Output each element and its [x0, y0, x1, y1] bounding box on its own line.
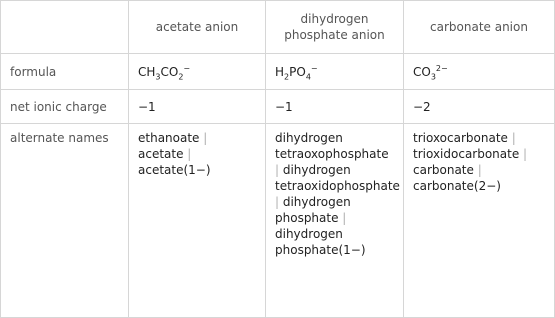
column-header-dihydrogen-phosphate: dihydrogen phosphate anion [266, 1, 404, 54]
formula-part: PO [289, 64, 306, 79]
alternate-name: dihydrogen tetraoxidophosphate [275, 163, 400, 193]
formula-row [1, 54, 555, 90]
names-carbonate [404, 124, 555, 318]
alternate-name: acetate(1−) [138, 163, 211, 177]
formula-part: − [183, 63, 191, 73]
formula-acetate [129, 54, 266, 90]
name-separator: | [338, 211, 347, 225]
formula-part: H [275, 64, 285, 79]
alternate-name: carbonate [413, 163, 474, 177]
names-dihydrogen-phosphate [266, 124, 404, 318]
name-separator: | [507, 131, 516, 145]
name-separator: | [519, 147, 528, 161]
name-separator: | [183, 147, 192, 161]
names-acetate [129, 124, 266, 318]
formula-carbonate [404, 54, 555, 90]
formula-part: 2 [178, 71, 184, 81]
formula-part: 3 [155, 71, 161, 81]
formula-part: 4 [305, 71, 311, 81]
alternate-name: acetate [138, 147, 184, 161]
alternate-name: carbonate(2−) [413, 179, 501, 193]
name-separator: | [199, 131, 208, 145]
charge-acetate: −1 [129, 90, 266, 124]
row-label-charge: net ionic charge [1, 90, 129, 124]
formula-part: 2 [284, 71, 290, 81]
formula-part: 3 [430, 71, 436, 81]
formula-part: − [310, 63, 318, 73]
alternate-name: dihydrogen phosphate [275, 195, 351, 225]
corner-cell [1, 1, 129, 54]
formula-part: CO [160, 64, 179, 79]
formula-part: CH [138, 64, 156, 79]
alternate-name: ethanoate [138, 131, 200, 145]
header-row [1, 1, 555, 54]
formula-part: CO [413, 64, 431, 79]
name-separator: | [275, 163, 283, 177]
column-header-acetate: acetate anion [129, 1, 266, 54]
alternate-name: trioxidocarbonate [413, 147, 520, 161]
charge-dihydrogen-phosphate: −1 [266, 90, 404, 124]
alternate-name: dihydrogen phosphate(1−) [275, 227, 366, 257]
formula-part: 2− [435, 63, 448, 73]
charge-carbonate: −2 [404, 90, 555, 124]
column-header-carbonate: carbonate anion [404, 1, 555, 54]
names-row [1, 124, 555, 318]
alternate-name: dihydrogen tetraoxophosphate [275, 131, 389, 161]
formula-dihydrogen-phosphate [266, 54, 404, 90]
charge-row [1, 90, 555, 124]
name-separator: | [473, 163, 482, 177]
alternate-name: trioxocarbonate [413, 131, 508, 145]
row-label-formula: formula [1, 54, 129, 90]
name-separator: | [275, 195, 283, 209]
row-label-names: alternate names [1, 124, 129, 318]
